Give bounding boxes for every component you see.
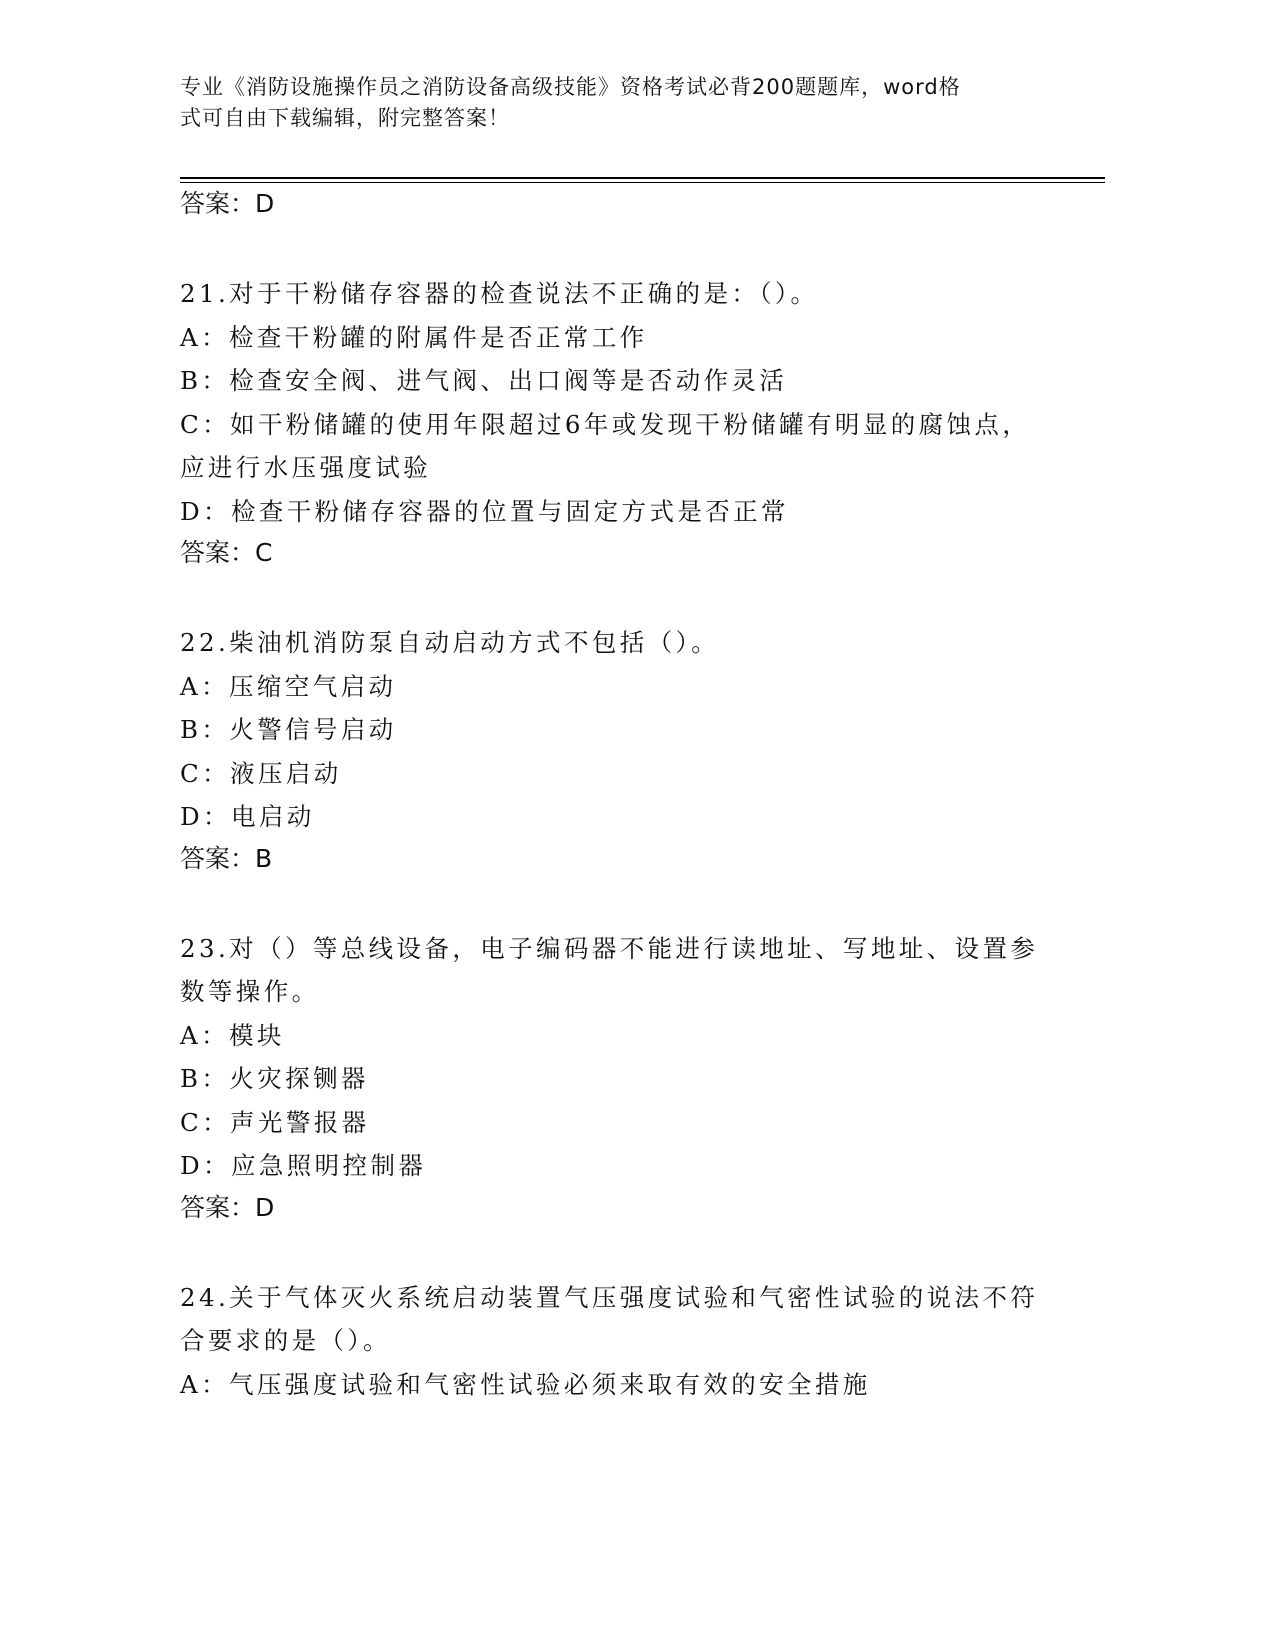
question-text: 22.柴油机消防泵自动启动方式不包括（）。 <box>180 628 720 657</box>
option-c: C：声光警报器 <box>180 1107 370 1137</box>
question-item <box>180 927 1040 1226</box>
question-text: 21.对于干粉储存容器的检查说法不正确的是：（）。 <box>180 279 819 308</box>
option-a: A：压缩空气启动 <box>180 671 397 701</box>
answer-line: 答案：C <box>180 538 273 567</box>
question-text: 24.关于气体灭火系统启动装置气压强度试验和气密性试验的说法不符 <box>180 1282 1039 1312</box>
answer-line: 答案：D <box>180 1192 275 1222</box>
option-d: D：应急照明控制器 <box>180 1151 427 1180</box>
option-a: A：模块 <box>180 1020 285 1050</box>
question-text-continued: 数等操作。 <box>180 977 320 1006</box>
option-d: D：电启动 <box>180 802 315 831</box>
header-divider <box>180 177 1105 179</box>
document-header <box>180 72 1040 134</box>
option-c-continued: 应进行水压强度试验 <box>180 453 432 482</box>
option-d: D：检查干粉储存容器的位置与固定方式是否正常 <box>180 496 789 526</box>
question-text-continued: 合要求的是（）。 <box>180 1326 391 1355</box>
option-a: A：检查干粉罐的附属件是否正常工作 <box>180 322 648 352</box>
header-line: 式可自由下载编辑，附完整答案！ <box>180 106 510 130</box>
question-list <box>180 184 1040 1406</box>
question-item <box>180 272 1040 571</box>
header-divider-thin <box>180 182 1105 183</box>
option-b: B：检查安全阀、进气阀、出口阀等是否动作灵活 <box>180 366 788 395</box>
option-c: C：如干粉储罐的使用年限超过6年或发现干粉储罐有明显的腐蚀点， <box>180 409 1031 439</box>
option-b: B：火灾探铡器 <box>180 1064 369 1093</box>
answer-line: 答案：B <box>180 843 273 873</box>
option-a: A：气压强度试验和气密性试验必须来取有效的安全措施 <box>180 1369 871 1399</box>
question-item <box>180 1276 1040 1407</box>
option-b: B：火警信号启动 <box>180 715 397 744</box>
answer-line: 答案：D <box>180 189 275 218</box>
header-line: 专业《消防设施操作员之消防设备高级技能》资格考试必背200题题库，word格 <box>180 75 961 99</box>
question-item <box>180 621 1040 877</box>
option-c: C：液压启动 <box>180 758 342 788</box>
question-text: 23.对（）等总线设备，电子编码器不能进行读地址、写地址、设置参 <box>180 933 1039 963</box>
